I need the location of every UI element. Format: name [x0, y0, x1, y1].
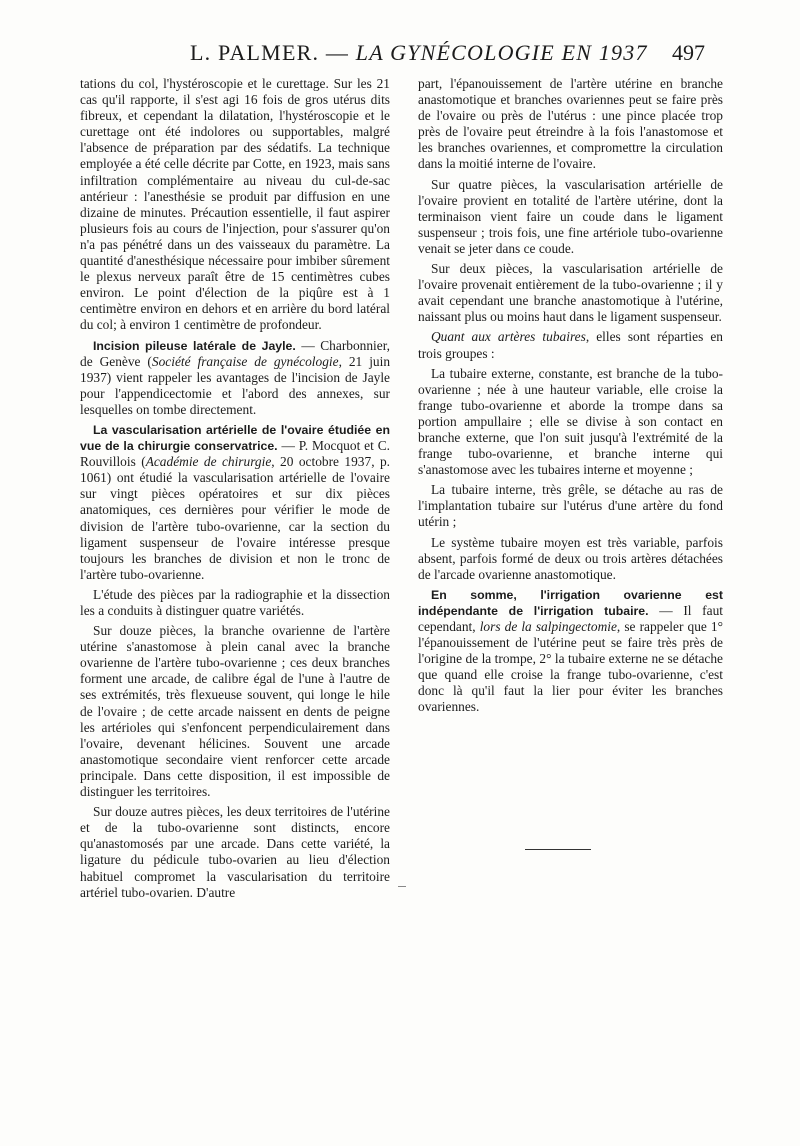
paragraph-tubal-arteries: [418, 329, 723, 361]
paragraph-text: , se rappeler que 1° l'épanouissement de l'utérine peut se faire très près de l'origine de la trompe, 2° la tubaire externe ne se détache que quand elle croise la frange tubo-ovarienne, c'est donc là qu'il faut la lier pour éviter les branches ovariennes.: [418, 619, 723, 715]
paragraph-external-tubal: La tubaire externe, constante, est branche de la tubo-ovarienne ; née à une hauteur variable, elle croise la frange tubo-ovarienne et aborde la trompe dans sa portion ampullaire ; elle se divise à son contact en branche externe, que l'on suit jusqu'à l'extrémité de la frange tubo-ovarienne, et branche interne qui s'anastomose avec les tubaires interne et moyenne ;: [418, 365, 723, 478]
source-citation: Société française de gynécologie: [151, 353, 339, 369]
right-column: [418, 76, 723, 720]
paragraph-continuation: part, l'épanouissement de l'artère utérine en branche anastomotique et branches ovariennes peut se faire près de l'ovaire ou près de l'utérus : une pince placée trop près de l'ovaire peut étreindre à la fois l'anastomose et les branches ovariennes, et compromettre la circulation dans la moitié interne de l'ovaire.: [418, 76, 723, 172]
paragraph-continuation: tations du col, l'hystéroscopie et le curettage. Sur les 21 cas qu'il rapporte, il s'est agi 16 fois de gros utérus dits fibreux, et cependant la dilatation, l'hystéroscopie et le curettage ont été indolores ou supportables, malgré l'absence de préparation par des sédatifs. La technique employée a été celle décrite par Cotte, en 1923, mais sans infiltration complémentaire au niveau du cul-de-sac antérieur : l'anesthésie se produit par diffusion en une dizaine de minutes. Précaution essentielle, il faut aspirer plusieurs fois au cours de l'injection, pour s'assurer qu'on n'a pas pénétré dans un des vaisseaux du paramètre. La quantité d'anesthésique nécessaire pour imbiber sûrement le plexus nerveux paraît être de 15 centimètres cubes environ. Le point d'élection de la piqûre est à 1 centimètre environ en dehors et en arrière du bord latéral du col; à environ 1 centimètre de profondeur.: [80, 76, 390, 333]
running-head: [0, 40, 800, 70]
source-citation: Académie de chirurgie: [145, 454, 272, 470]
section-heading-vascularisation: La vascularisation artérielle de l'ovaire étudiée en vue de la chirurgie conservatrice.: [80, 422, 390, 454]
paragraph-twelve-pieces: Sur douze pièces, la branche ovarienne de l'artère utérine s'anastomose à plein canal avec la branche ovarienne de l'artère tubo-ovarienne ; ces deux branches forment une arcade, de calibre égal de l'une à l'autre de ses extrémités, très flexueuse souvent, qui longe le hile de l'ovaire ; de cette arcade naissent en dents de peigne les artérioles qui s'enfoncent perpendiculairement dans l'ovaire, devenant hélicines. Souvent une arcade anastomotique secondaire vient renforcer cette arcade principale. Dans cette disposition, il est impossible de distinguer les territoires.: [80, 623, 390, 800]
section-heading-jayle: Incision pileuse latérale de Jayle.: [93, 338, 296, 353]
page-number: 497: [672, 40, 705, 65]
paragraph-text: — P. Mocquot et C. Rouvillois (: [80, 438, 390, 470]
paragraph-ovary-vascularisation: [80, 422, 390, 583]
section-heading-conclusion: En somme, l'irrigation ovarienne est indépendante de l'irrigation tubaire.: [418, 587, 723, 618]
paragraph-text: , 20 octobre 1937, p. 1061) ont étudié la vascularisation artérielle de l'ovaire sur vingt pièces opératoires et sur dix pièces anatomiques, ces dernières pour vérifier le mode de division de l'artère tubo-ovarienne, car la section du ligament suspenseur de l'ovaire intéresse presque toujours les branches de division et non le tronc de l'artère tubo-ovarienne.: [80, 454, 390, 582]
running-head-title: [190, 40, 648, 66]
print-mark: [398, 886, 406, 887]
paragraph-text: , elles sont réparties en trois groupes :: [418, 329, 724, 361]
author-name: L. PALMER.: [190, 40, 320, 65]
paragraph-text: , 21 juin 1937) vient rappeler les avantages de l'incision de Jayle pour l'appendicectomie et l'abord des annexes, sur lesquelles on tombe directement.: [80, 353, 391, 417]
paragraph-middle-tubal: Le système tubaire moyen est très variable, parfois absent, parfois formé de deux ou trois artères détachées de l'arcade ovarienne anastomotique.: [418, 534, 723, 582]
italic-phrase: lors de la salpingectomie: [479, 619, 617, 634]
head-dash: —: [325, 40, 350, 65]
paragraph-text: — Il faut cependant,: [418, 602, 723, 634]
paragraph-conclusion: [418, 587, 723, 716]
paragraph-twelve-other-pieces: Sur douze autres pièces, les deux territoires de l'utérine et de la tubo-ovarienne sont distincts, encore qu'anastomosés par une arcade. Dans cette variété, la ligature du pédicule tubo-ovarien au lieu d'élection habituel compromet la vascularisation du territoire artériel tubo-ovarien. D'autre: [80, 804, 390, 900]
paragraph-four-pieces: Sur quatre pièces, la vascularisation artérielle de l'ovaire provient en totalité de l'artère utérine, dont la terminaison vient faire un coude dans le ligament suspenseur ; trois fois, une fine artériole tubo-ovarienne venait se jeter dans ce coude.: [418, 176, 723, 256]
journal-section-title: LA GYNÉCOLOGIE EN: [355, 40, 593, 65]
end-rule: [525, 849, 591, 850]
paragraph-internal-tubal: La tubaire interne, très grêle, se détache au ras de l'implantation tubaire sur l'utérus d'une artère du fond utérin ;: [418, 482, 723, 530]
journal-year: 1937: [598, 40, 648, 65]
italic-lead: Quant aux artères tubaires: [431, 329, 586, 345]
paragraph-two-pieces: Sur deux pièces, la vascularisation artérielle de l'ovaire provenait entièrement de la tubo-ovarienne ; il y avait cependant une branche anastomotique à l'utérine, naissant plus ou moins haut dans le ligament suspenseur.: [418, 261, 723, 325]
left-column: [80, 76, 390, 905]
paragraph-text: — Charbonnier, de Genève (: [80, 337, 390, 369]
paragraph-study: L'étude des pièces par la radiographie et la dissection les a conduits à distinguer quatre variétés.: [80, 586, 390, 618]
paragraph-jayle-incision: [80, 338, 390, 418]
